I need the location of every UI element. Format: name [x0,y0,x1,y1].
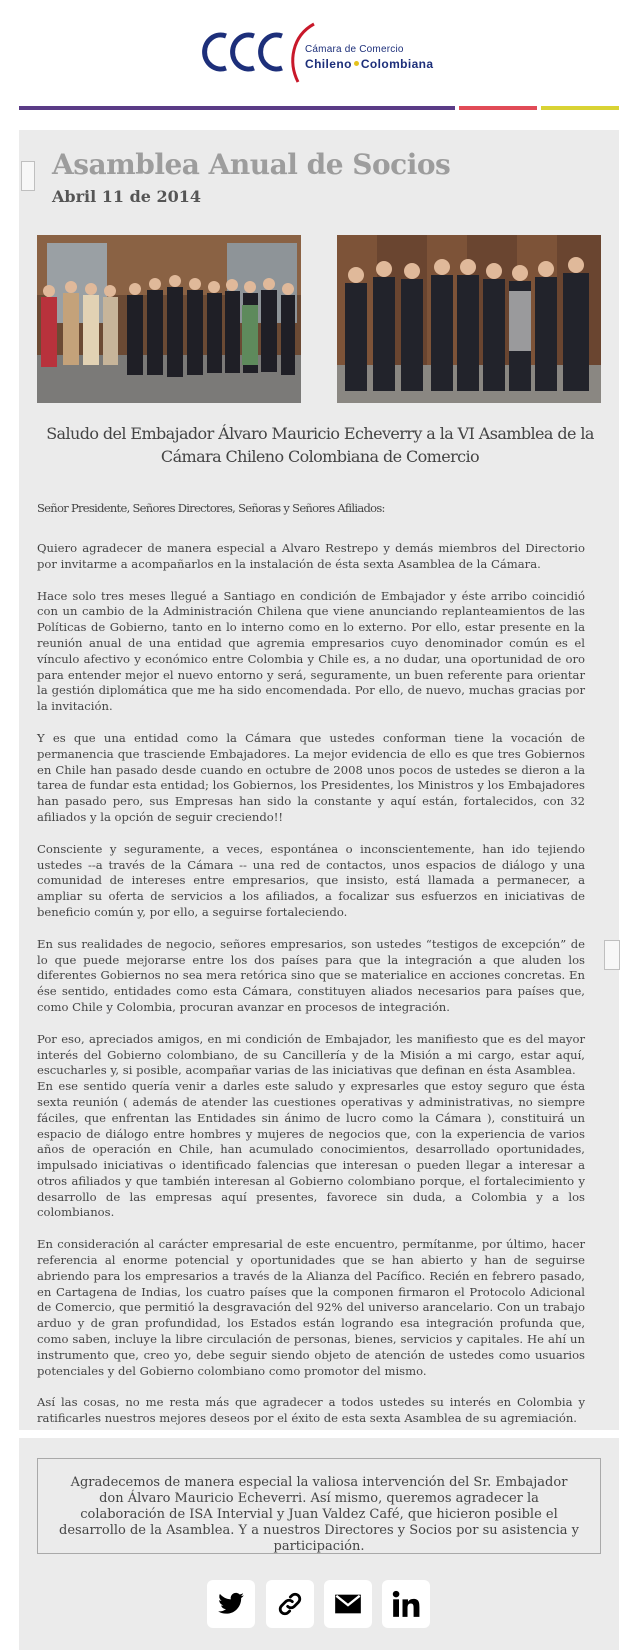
paragraph: Y es que una entidad como la Cámara que ustedes conforman tiene la vocación de permanencia que trasciende Embajadores. La mejor evidencia de ello es que tres Gobiernos en Chile han pasado desde cuando en octubre de 2008 unos pocos de ustedes se dieron a la tarea de fundar esta entidad; los Gobiernos, los Presidentes, los Ministros y los Embajadores han pasado pero, sus Empresas han sido la constante y aquí están, fortalecidos, con 32 afiliados y la opción de seguir creciendo!! [37,730,585,824]
speech-title: Saludo del Embajador Álvaro Mauricio Echeverry a la VI Asamblea de la Cámara Chileno Colombiana de Comercio [46,424,594,466]
paragraph: Consciente y seguramente, a veces, espontánea o inconscientemente, han ido tejiendo ustedes --a través de la Cámara -- una red de contactos, unos espacios de diálogo y una comunidad de intereses entre empresarios, que insisto, está llamada a permanecer, a ampliar su oferta de servicios a los afiliados, a focalizar sus esfuerzos en iniciativas de beneficio común y, por ello, a seguirse fortaleciendo. [37,841,585,919]
divider-yellow [541,106,619,110]
logo-line1: Cámara de Comercio [305,44,404,55]
paragraph: Por eso, apreciados amigos, en mi condición de Embajador, les manifiesto que es del mayor interés del Gobierno colombiano, de su Cancillería y de la Misión a mi cargo, estar aquí, escucharles y, si posible, acompañar varias de las iniciativas que definan en ésta Asamblea. [37,1031,585,1078]
logo-chileno: Chileno [305,57,352,71]
paragraph: En sus realidades de negocio, señores empresarios, son ustedes “testigos de excepción” de lo que puede mejorarse entre los dos países para que la integración a que aluden los diferentes Gobiernos no sea mera retórica sino que se materialice en acciones concretas. En ése sentido, entidades como esta Cámara, constituyen aliados necesarios para países que, como Chile y Colombia, procuran avanzar en procesos de integración. [37,936,585,1014]
copy-link-button[interactable] [266,1580,314,1628]
next-slide-tab[interactable] [604,940,620,970]
speech-body [37,541,585,1475]
email-icon [334,1590,362,1618]
link-icon [276,1590,304,1618]
email-share-button[interactable] [324,1580,372,1628]
linkedin-icon [392,1590,420,1618]
paragraph: En consideración al carácter empresarial de este encuentro, permítanme, por último, hacer referencia al enorme potencial y oportunidades que se han abierto y han de seguirse abriendo para los empresarios a través de la Alianza del Pacífico. Recién en febrero pasado, en Cartagena de Indias, los cuatro países que la componen firmaron el Protocolo Adicional de Comercio, que permitió la desgravación del 92% del universo arancelario. Con un trabajo arduo y de gran profundidad, los Estados están logrando esa integración profunda que, como saben, incluye la libre circulación de personas, bienes, servicios y capitales. He ahí un instrumento que, creo yo, debe seguir siendo objeto de atención de ustedes como usuarios potenciales y del Gobierno colombiano como promotor del mismo. [37,1237,585,1378]
twitter-share-button[interactable] [207,1580,255,1628]
paragraph: Hace solo tres meses llegué a Santiago en condición de Embajador y éste arribo coincidió con un cambio de la Administración Chilena que viene anunciando replanteamientos de las Políticas de Gobierno, tanto en lo interno como en lo externo. Por ello, estar presente en la reunión anual de una entidad que agremia empresarios cuyo denominador común es el vínculo afectivo y económico entre Colombia y Chile es, a no dudar, una oportunidad de oro para entender mejor el nuevo entorno y será, seguramente, un buen referente para orientar la gestión diplomática que me ha sido encomendada. Por ello, de nuevo, muchas gracias por la invitación. [37,588,585,714]
ambassador-group-photo [337,235,601,403]
dot-icon [354,61,359,66]
acknowledgement-text: Agradecemos de manera especial la valiosa intervención del Sr. Embajador don Álvaro Mauricio Echeverri. Así mismo, queremos agradecer la colaboración de ISA Intervial y Juan Valdez Café, que hicieron posible el desarrollo de la Asamblea. Y a nuestros Directores y Socios por su asistencia y participación. [59,1475,579,1554]
logo-colombiana: Colombiana [360,57,434,71]
prev-slide-tab[interactable] [21,161,35,191]
assembly-group-photo [37,235,301,403]
logo-line2 [305,57,433,71]
acknowledgement-box [37,1458,601,1554]
article-date: Abril 11 de 2014 [52,187,202,206]
twitter-icon [217,1590,245,1618]
speech-greeting: Señor Presidente, Señores Directores, Señoras y Señores Afiliados: [37,501,385,515]
page-title: Asamblea Anual de Socios [52,148,451,181]
paragraph: Quiero agradecer de manera especial a Alvaro Restrepo y demás miembros del Directorio por invitarme a acompañarlos en la instalación de ésta sexta Asamblea de la Cámara. [37,541,585,571]
page-header [0,0,639,108]
paragraph: En ese sentido quería venir a darles este saludo y expresarles que estoy seguro que ésta sexta reunión ( además de atender las cuestiones operativas y administrativas, no siempre fáciles, que enfrentan las Entidades sin ánimo de lucro como la Cámara ), constituirá un espacio de diálogo entre hombres y mujeres de negocios que, con la experiencia de varios años de operación en Chile, han acumulado conocimientos, desarrollado oportunidades, impulsado iniciativas o identificado falencias que interesan o pueden llegar a interesar a otros afiliados y que también interesan al Gobierno colombiano porque, el fortalecimiento y desarrollo de las empresas aquí presentes, favorece sin duda, a Colombia y a los colombianos. [37,1079,585,1220]
logo-wordmark [305,43,433,71]
divider-purple [19,106,455,110]
divider-red [459,106,537,110]
linkedin-share-button[interactable] [382,1580,430,1628]
paragraph: Así las cosas, no me resta más que agradecer a todos ustedes su interés en Colombia y ratificarles nuestros mejores deseos por el éxito de esta sexta Asamblea de su agremiación. [37,1395,585,1426]
